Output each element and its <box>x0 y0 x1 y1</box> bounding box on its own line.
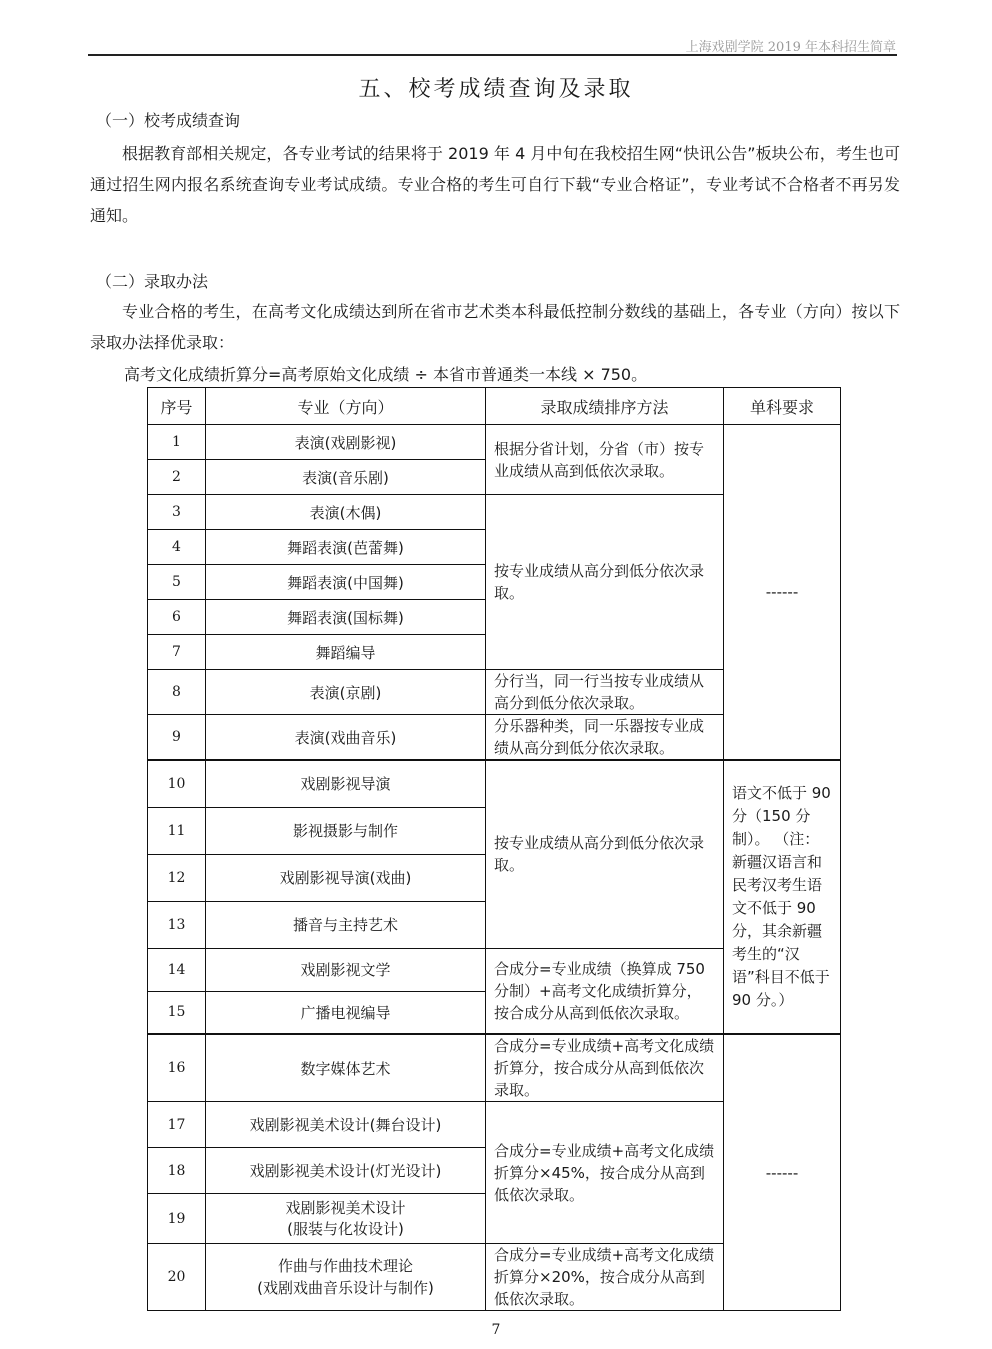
row-no: 19 <box>148 1194 206 1244</box>
row-no: 3 <box>148 495 206 530</box>
header-major: 专业（方向） <box>206 388 486 425</box>
row-requirement: 语文不低于 90 分（150 分制）。 （注：新疆汉语言和民考汉考生语文不低于 90 分，其余新疆考生的“汉语”科目不低于 90 分。） <box>724 760 841 1034</box>
row-no: 15 <box>148 991 206 1034</box>
header-rule <box>88 54 897 56</box>
row-no: 7 <box>148 635 206 670</box>
row-major: 表演(木偶) <box>206 495 486 530</box>
section-paragraph-admission: 专业合格的考生，在高考文化成绩达到所在省市艺术类本科最低控制分数线的基础上，各专业（方向）按以下录取办法择优录取： <box>90 302 900 352</box>
row-no: 9 <box>148 715 206 761</box>
score-formula: 高考文化成绩折算分=高考原始文化成绩 ÷ 本省市普通类一本线 × 750。 <box>124 365 648 384</box>
row-no: 18 <box>148 1148 206 1194</box>
page-title: 五、校考成绩查询及录取 <box>358 77 634 102</box>
running-header: 上海戏剧学院 2019 年本科招生简章 <box>685 40 896 55</box>
row-no: 13 <box>148 901 206 948</box>
row-major: 戏剧影视导演 <box>206 760 486 807</box>
section-heading-admission: （二）录取办法 <box>96 272 209 291</box>
row-major: 播音与主持艺术 <box>206 901 486 948</box>
row-major: 戏剧影视美术设计(舞台设计) <box>206 1102 486 1148</box>
row-no: 11 <box>148 807 206 854</box>
table-row <box>148 760 841 807</box>
row-major: 舞蹈表演(国标舞) <box>206 600 486 635</box>
row-requirement: ------ <box>724 1034 841 1311</box>
row-major-line1: 戏剧影视美术设计 <box>285 1198 406 1217</box>
row-major: 戏剧影视导演(戏曲) <box>206 854 486 901</box>
row-method: 根据分省计划，分省（市）按专业成绩从高到低依次录取。 <box>486 425 724 495</box>
row-no: 5 <box>148 565 206 600</box>
row-major: 戏剧影视美术设计(灯光设计) <box>206 1148 486 1194</box>
header-method: 录取成绩排序方法 <box>486 388 724 425</box>
row-major: 广播电视编导 <box>206 991 486 1034</box>
table-row <box>148 1034 841 1102</box>
admission-table <box>147 387 841 1311</box>
row-major: 戏剧影视文学 <box>206 948 486 991</box>
section-heading-score-query: （一）校考成绩查询 <box>96 111 241 130</box>
page-number: 7 <box>491 1322 501 1338</box>
header-requirement: 单科要求 <box>724 388 841 425</box>
row-no: 10 <box>148 760 206 807</box>
row-method: 按专业成绩从高分到低分依次录取。 <box>486 760 724 948</box>
section-paragraph-score-query: 根据教育部相关规定，各专业考试的结果将于 2019 年 4 月中旬在我校招生网“快讯公告”板块公布，考生也可通过招生网内报名系统查询专业考试成绩。专业合格的考生可自行下载“专业合格证”，专业考试不合格者不再另发通知。 <box>90 144 900 225</box>
row-major: 数字媒体艺术 <box>206 1034 486 1102</box>
row-major-line2: (服装与化妆设计) <box>287 1219 404 1238</box>
header-no: 序号 <box>148 388 206 425</box>
row-method: 分乐器种类，同一乐器按专业成绩从高分到低分依次录取。 <box>486 715 724 761</box>
row-no: 6 <box>148 600 206 635</box>
row-no: 12 <box>148 854 206 901</box>
row-major: 表演(戏剧影视) <box>206 425 486 460</box>
row-method: 合成分=专业成绩+高考文化成绩折算分×45%，按合成分从高到低依次录取。 <box>486 1102 724 1244</box>
row-major: 舞蹈表演(中国舞) <box>206 565 486 600</box>
row-major: 表演(京剧) <box>206 670 486 715</box>
row-method: 合成分=专业成绩+高考文化成绩折算分，按合成分从高到低依次录取。 <box>486 1034 724 1102</box>
row-major <box>206 1194 486 1244</box>
row-major: 表演(音乐剧) <box>206 460 486 495</box>
row-no: 16 <box>148 1034 206 1102</box>
row-major-line2: (戏剧戏曲音乐设计与制作) <box>257 1279 434 1297</box>
table-row <box>148 425 841 460</box>
row-no: 17 <box>148 1102 206 1148</box>
row-no: 8 <box>148 670 206 715</box>
row-method: 按专业成绩从高分到低分依次录取。 <box>486 495 724 670</box>
row-no: 14 <box>148 948 206 991</box>
row-no: 4 <box>148 530 206 565</box>
row-method: 合成分=专业成绩（换算成 750 分制）+高考文化成绩折算分，按合成分从高到低依次录取。 <box>486 948 724 1034</box>
row-no: 2 <box>148 460 206 495</box>
table-header-row <box>148 388 841 425</box>
row-no: 20 <box>148 1244 206 1311</box>
row-requirement: ------ <box>724 425 841 761</box>
row-major: 舞蹈表演(芭蕾舞) <box>206 530 486 565</box>
row-method: 合成分=专业成绩+高考文化成绩折算分×20%，按合成分从高到低依次录取。 <box>486 1244 724 1311</box>
row-no: 1 <box>148 425 206 460</box>
row-method: 分行当，同一行当按专业成绩从高分到低分依次录取。 <box>486 670 724 715</box>
row-major: 影视摄影与制作 <box>206 807 486 854</box>
row-major: 舞蹈编导 <box>206 635 486 670</box>
row-major: 表演(戏曲音乐) <box>206 715 486 761</box>
row-major <box>206 1244 486 1311</box>
row-major-line1: 作曲与作曲技术理论 <box>277 1257 413 1275</box>
